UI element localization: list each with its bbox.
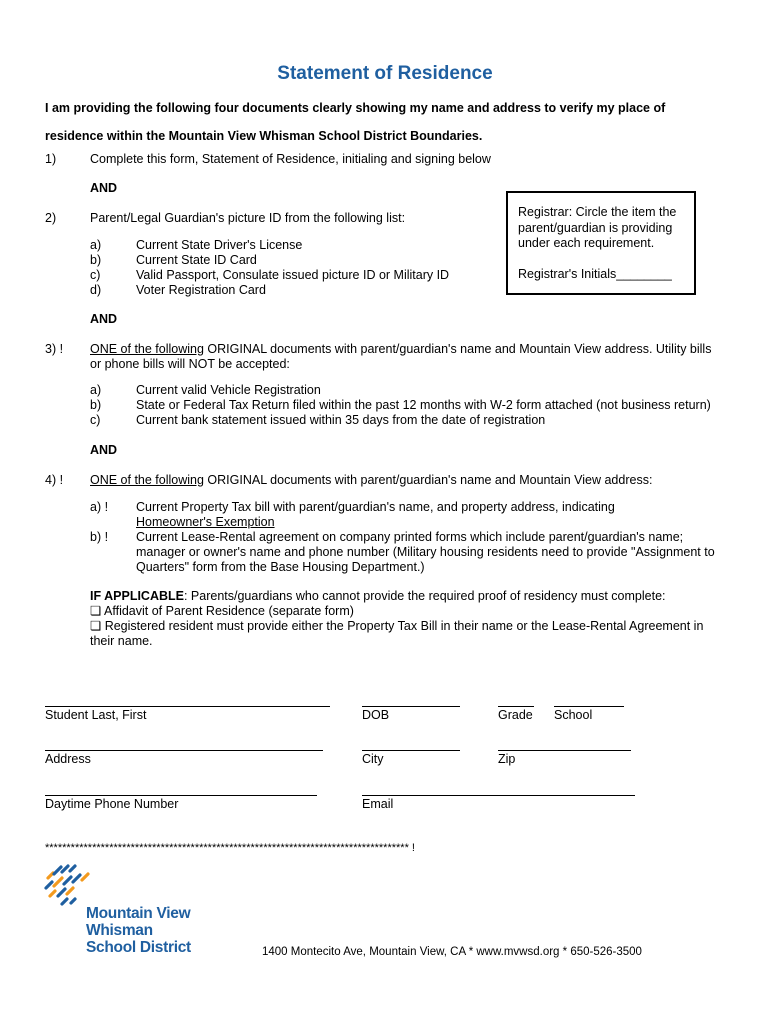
item-1-number: 1) <box>45 152 57 166</box>
item-4-text-main: ORIGINAL documents with parent/guardian's name and Mountain View address: <box>203 473 653 487</box>
if-applicable-label: IF APPLICABLE <box>90 589 184 603</box>
zip-line[interactable] <box>498 750 631 751</box>
address-line[interactable] <box>45 750 323 751</box>
sub-letter: c) <box>90 268 101 282</box>
item-4-underlined: ONE of the following <box>90 473 204 487</box>
email-line[interactable] <box>362 795 635 796</box>
item-2-letters <box>90 238 101 298</box>
item-3-underlined: ONE of the following <box>90 342 204 356</box>
sub-letter: b) <box>90 398 102 412</box>
intro-text <box>45 94 735 150</box>
list-item: Current bank statement issued within 35 days from the date of registration <box>136 413 546 427</box>
registrar-box <box>506 191 696 295</box>
item-4-b-line-3: Quarters" form from the Base Housing Department.) <box>136 560 425 574</box>
logo-line-1: Mountain View <box>86 905 191 922</box>
dob-line[interactable] <box>362 706 460 707</box>
checkbox-icon[interactable]: ❏ <box>90 619 102 633</box>
item-4-a-text <box>136 500 736 530</box>
if-applicable-section <box>90 589 730 649</box>
registrar-line-2: parent/guardian is providing <box>518 220 673 235</box>
student-name-label: Student Last, First <box>45 708 147 722</box>
if-applicable-text: : Parents/guardians who cannot provide the required proof of residency must complete: <box>183 589 666 603</box>
school-label: School <box>554 708 593 722</box>
item-4-text <box>90 473 730 488</box>
item-1-text: Complete this form, Statement of Residence, initialing and signing below <box>90 152 491 166</box>
checkbox-icon[interactable]: ❏ <box>90 604 102 618</box>
sub-letter: a) <box>90 383 102 397</box>
and-2: AND <box>90 312 118 326</box>
sub-letter: a) <box>90 238 102 252</box>
list-item: Current valid Vehicle Registration <box>136 383 321 397</box>
item-4-b-text <box>136 530 736 575</box>
student-name-line[interactable] <box>45 706 330 707</box>
item-4-b-line-1: Current Lease-Rental agreement on company printed forms which include parent/guardian's name; <box>136 530 684 544</box>
sub-letter: d) <box>90 283 102 297</box>
option-registered-resident-2: their name. <box>90 634 153 648</box>
city-label: City <box>362 752 384 766</box>
item-4-a-line-1: Current Property Tax bill with parent/guardian's name, and property address, indicating <box>136 500 615 514</box>
address-label: Address <box>45 752 91 766</box>
option-registered-resident: Registered resident must provide either the Property Tax Bill in their name or the Lease-Rental Agreement in <box>104 619 704 633</box>
zip-label: Zip <box>498 752 516 766</box>
intro-line-1: I am providing the following four documents clearly showing my name and address to verify my place of <box>45 101 666 115</box>
item-4-b-letter: b) ! <box>90 530 109 544</box>
item-3-list <box>136 383 736 428</box>
phone-label: Daytime Phone Number <box>45 797 179 811</box>
sub-letter: c) <box>90 413 101 427</box>
list-item: Current State Driver's License <box>136 238 303 252</box>
city-line[interactable] <box>362 750 460 751</box>
list-item: Voter Registration Card <box>136 283 266 297</box>
list-item: Valid Passport, Consulate issued picture ID or Military ID <box>136 268 450 282</box>
and-1: AND <box>90 181 118 195</box>
email-label: Email <box>362 797 394 811</box>
grade-line[interactable] <box>498 706 534 707</box>
registrar-line-3: under each requirement. <box>518 236 655 250</box>
registrar-line-1: Registrar: Circle the item the <box>518 205 677 219</box>
item-3-text-main: ORIGINAL documents with parent/guardian's name and Mountain View address. Utility bills <box>203 342 712 356</box>
item-2-list <box>136 238 496 298</box>
and-3: AND <box>90 443 118 457</box>
option-affidavit: Affidavit of Parent Residence (separate form) <box>104 604 354 618</box>
item-4-number: 4) ! <box>45 473 64 487</box>
item-3-letters <box>90 383 101 428</box>
page-title: Statement of Residence <box>277 63 493 84</box>
phone-line[interactable] <box>45 795 317 796</box>
item-3-text <box>90 342 730 372</box>
district-logo-icon <box>44 862 96 908</box>
grade-label: Grade <box>498 708 533 722</box>
registrar-initials: Registrar's Initials________ <box>518 266 672 281</box>
logo-line-3: School District <box>86 939 191 956</box>
footer-address: 1400 Montecito Ave, Mountain View, CA * www.mvwsd.org * 650-526-3500 <box>262 946 642 958</box>
item-3-text-2: or phone bills will NOT be accepted: <box>90 357 290 371</box>
item-4-b-line-2: manager or owner's name and phone number (Military housing residents need to provide "Assignment to <box>136 545 715 559</box>
separator-stars: ************************************************************************************* ! <box>45 842 415 854</box>
sub-letter: b) <box>90 253 102 267</box>
list-item: Current State ID Card <box>136 253 257 267</box>
logo-line-2: Whisman <box>86 922 153 939</box>
item-3-number: 3) ! <box>45 342 64 356</box>
intro-line-2: residence within the Mountain View Whisman School District Boundaries. <box>45 129 483 143</box>
item-2-number: 2) <box>45 211 57 225</box>
school-line[interactable] <box>554 706 624 707</box>
item-2-text: Parent/Legal Guardian's picture ID from the following list: <box>90 211 406 225</box>
item-4-a-line-2: Homeowner's Exemption <box>136 515 275 529</box>
logo-text <box>86 905 191 956</box>
list-item: State or Federal Tax Return filed within the past 12 months with W-2 form attached (not business return) <box>136 398 711 412</box>
dob-label: DOB <box>362 708 390 722</box>
item-4-a-letter: a) ! <box>90 500 109 514</box>
